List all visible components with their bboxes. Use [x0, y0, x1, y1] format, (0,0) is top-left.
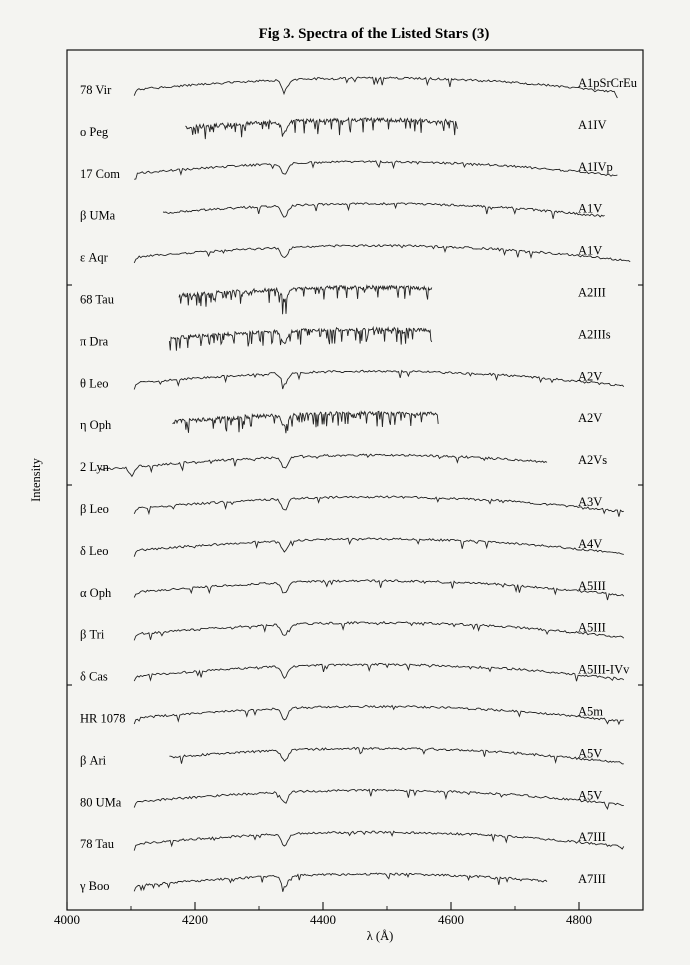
spectral-type-label: A2IIIs [578, 327, 611, 342]
spectrum-line [179, 286, 432, 315]
star-name-label: 78 Tau [80, 837, 114, 852]
spectral-type-label: A2V [578, 369, 603, 384]
x-tick-label: 4400 [310, 912, 336, 927]
star-name-label: β Ari [80, 753, 107, 768]
star-name-label: β UMa [80, 208, 116, 223]
spectral-type-label: A1IVp [578, 159, 613, 174]
star-name-label: δ Leo [80, 543, 109, 558]
star-name-label: 2 Lyn [80, 460, 109, 475]
spectral-type-label: A2V [578, 411, 603, 426]
star-name-label: β Tri [80, 627, 105, 642]
spectral-type-label: A2III [578, 285, 606, 300]
x-tick-label: 4000 [54, 912, 80, 927]
star-name-label: δ Cas [80, 669, 108, 684]
star-name-label: 68 Tau [80, 292, 114, 307]
x-tick-label: 4800 [566, 912, 592, 927]
spectral-type-label: A5V [578, 788, 603, 803]
spectrum-line [163, 203, 605, 219]
spectral-type-label: A7III [578, 830, 606, 845]
star-name-label: θ Leo [80, 376, 109, 391]
x-axis-label: λ (Å) [366, 929, 394, 943]
spectra-group [79, 76, 638, 893]
spectral-type-label: A1IV [578, 117, 607, 132]
spectrum-line [169, 328, 431, 351]
spectral-type-label: A2Vs [578, 453, 608, 468]
spectrum-line [134, 245, 630, 263]
spectrum-line [134, 496, 624, 517]
star-name-label: π Dra [80, 334, 109, 349]
spectrum-line [134, 664, 624, 682]
star-name-label: β Leo [80, 502, 109, 516]
spectral-type-label: A5III-IVv [578, 662, 630, 677]
star-name-label: η Oph [80, 418, 112, 433]
spectrum-line [134, 831, 624, 851]
spectrum-line [134, 873, 547, 892]
spectral-type-label: A5III [578, 620, 606, 635]
star-name-label: γ Boo [80, 879, 110, 894]
spectral-type-label: A1pSrCrEu [578, 76, 638, 90]
spectrum-line [99, 454, 547, 476]
spectral-type-label: A5V [578, 746, 603, 761]
star-name-label: 78 Vir [80, 83, 112, 97]
spectral-type-label: A5III [578, 578, 606, 593]
spectrum-line [134, 580, 624, 600]
spectral-type-label: A3V [578, 495, 603, 509]
spectrum-line [134, 538, 624, 557]
x-tick-label: 4200 [182, 912, 208, 927]
spectral-type-label: A4V [578, 536, 603, 551]
star-name-label: o Peg [80, 124, 109, 139]
chart-title: Fig 3. Spectra of the Listed Stars (3) [258, 26, 490, 42]
star-name-label: ε Aqr [80, 250, 108, 265]
y-axis-label: Intensity [29, 458, 43, 502]
star-name-label: 17 Com [80, 166, 120, 181]
star-name-label: α Oph [80, 585, 112, 600]
spectral-type-label: A1V [578, 201, 603, 216]
x-tick-label: 4600 [438, 912, 464, 927]
spectrum-line [134, 789, 624, 809]
spectrum-line [173, 411, 439, 433]
spectrum-line [134, 161, 617, 180]
y-ticks [67, 285, 643, 685]
spectral-type-label: A7III [578, 872, 606, 887]
spectrum-line [134, 77, 617, 98]
spectral-type-label: A5m [578, 704, 603, 719]
spectrum-line [185, 118, 457, 139]
spectrum-line [169, 747, 623, 764]
star-name-label: 80 UMa [80, 795, 122, 810]
plot-frame [67, 50, 643, 910]
spectrum-line [134, 370, 624, 389]
spectrum-line [134, 622, 624, 641]
spectrum-line [134, 705, 624, 724]
x-ticks [54, 902, 592, 927]
spectral-type-label: A1V [578, 243, 603, 258]
star-name-label: HR 1078 [80, 711, 126, 726]
